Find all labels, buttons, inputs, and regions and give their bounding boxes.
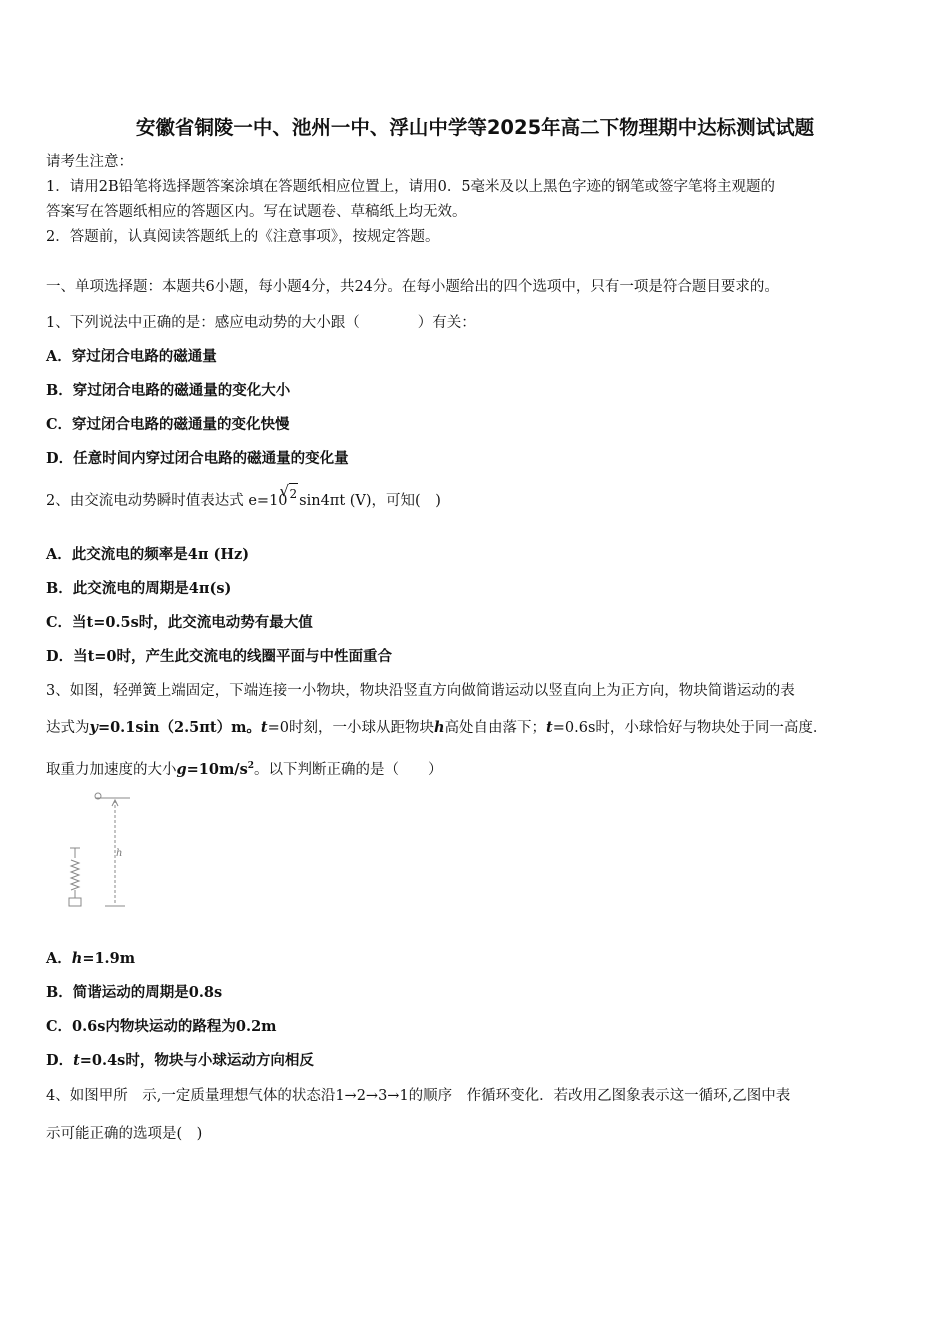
q3-option-c: C．0.6s内物块运动的路程为0.2m	[46, 1018, 277, 1035]
q2-stem	[46, 487, 441, 511]
q3-l3-a: 取重力加速度的大小	[46, 761, 177, 778]
q3-a-text: =1.9m	[82, 950, 136, 967]
q3-var-y: y	[89, 719, 98, 736]
section-heading: 一、单项选择题：本题共6小题，每小题4分，共24分。在每小题给出的四个选项中，只有一项是符合题目要求的。	[46, 279, 779, 295]
q3-line-2	[46, 718, 827, 738]
q3-var-h: h	[434, 719, 445, 736]
q3-option-d	[46, 1051, 314, 1071]
notice-line-3: 2．答题前，认真阅读答题纸上的《注意事项》，按规定答题。	[46, 229, 440, 245]
q2-stem-post: sin4πt (V)，可知( )	[299, 493, 441, 509]
q3-l3-b: =10m/s	[186, 760, 248, 778]
q3-d-text: =0.4s时，物块与小球运动方向相反	[79, 1052, 314, 1069]
q2-option-b: B．此交流电的周期是4π(s)	[46, 580, 232, 597]
notice-line-1: 1．请用2B铅笔将选择题答案涂填在答题纸相应位置上，请用0．5毫米及以上黑色字迹的钢笔或签字笔将主观题的	[46, 179, 776, 195]
q3-line-1: 3、如图，轻弹簧上端固定，下端连接一小物块，物块沿竖直方向做简谐运动以竖直向上为正方向，物块简谐运动的表	[46, 683, 795, 699]
page-title: 安徽省铜陵一中、池州一中、浮山中学等2025年高二下物理期中达标测试试题	[135, 116, 815, 139]
q3-l2-a: 达式为	[46, 720, 90, 736]
q3-l2-d: 高处自由落下；	[444, 720, 547, 736]
q3-sup: 2	[247, 761, 255, 771]
q1-stem: 1、下列说法中正确的是：感应电动势的大小跟（ ）有关：	[46, 315, 476, 331]
q2-option-a: A．此交流电的频率是4π (Hz)	[46, 546, 250, 563]
q3-l2-e: =0.6s时，小球恰好与物块处于同一高度．	[552, 720, 828, 736]
q2-stem-pre: 2、由交流电动势瞬时值表达式 e=10	[46, 493, 288, 509]
q1-option-d: D．任意时间内穿过闭合电路的磁通量的变化量	[46, 450, 349, 467]
spring-ball-figure	[60, 786, 140, 916]
q3-var-t2: t	[546, 719, 553, 736]
q1-option-a: A．穿过闭合电路的磁通量	[46, 348, 217, 365]
q4-line-2: 示可能正确的选项是( )	[46, 1126, 203, 1142]
notice-heading: 请考生注意：	[46, 154, 133, 170]
q3-var-t: t	[260, 719, 268, 736]
q2-option-d: D．当t=0时，产生此交流电的线圈平面与中性面重合	[46, 648, 393, 665]
q3-d-var: t	[73, 1052, 80, 1069]
q3-l2-c: =0时刻，一小球从距物块	[267, 720, 434, 736]
q3-option-b: B．简谐运动的周期是0.8s	[46, 984, 223, 1001]
figure-h-label: h	[116, 848, 123, 859]
q2-option-c: C．当t=0.5s时，此交流电动势有最大值	[46, 614, 313, 631]
q3-l3-c: 。以下判断正确的是（ ）	[254, 761, 443, 778]
q3-a-var: h	[71, 950, 83, 967]
q3-line-3	[46, 756, 443, 780]
q4-line-1: 4、如图甲所 示,一定质量理想气体的状态沿1→2→3→1的顺序 作循环变化．若改用乙图象表示这一循环,乙图中表	[46, 1088, 791, 1104]
q1-option-b: B．穿过闭合电路的磁通量的变化大小	[46, 382, 291, 399]
q3-a-label: A．	[46, 950, 72, 967]
notice-line-2: 答案写在答题纸相应的答题区内。写在试题卷、草稿纸上均无效。	[46, 204, 467, 220]
sqrt-symbol: √ 2	[289, 483, 299, 504]
q3-var-g: g	[176, 760, 187, 778]
q1-option-c: C．穿过闭合电路的磁通量的变化快慢	[46, 416, 290, 433]
q3-d-label: D．	[46, 1052, 74, 1069]
q3-l2-b: =0.1sin（2.5πt）m。	[97, 719, 261, 736]
q3-option-a	[46, 949, 135, 969]
